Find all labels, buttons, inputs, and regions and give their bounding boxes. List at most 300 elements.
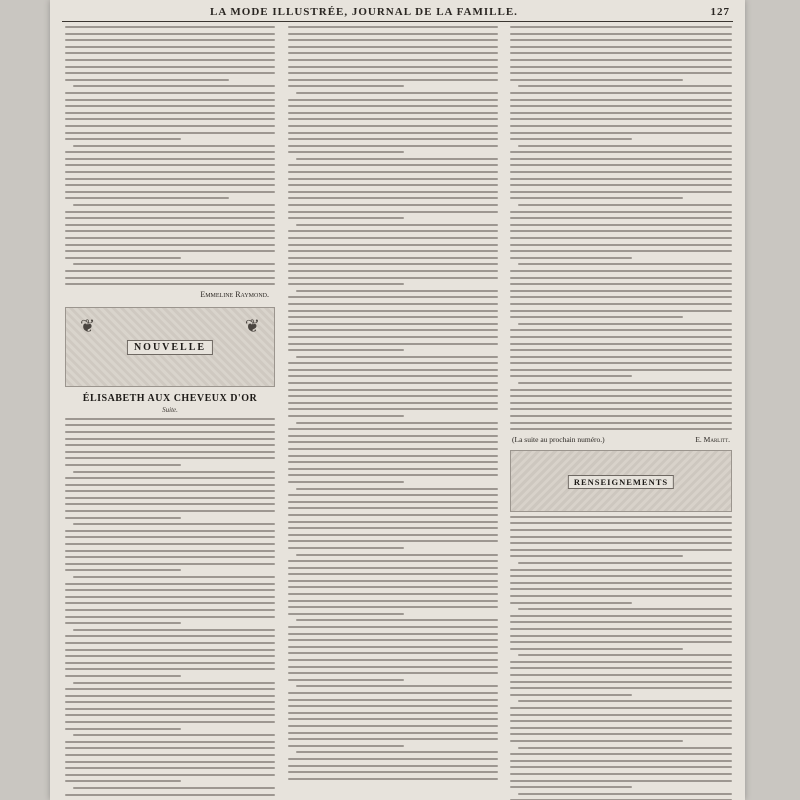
text-line (65, 33, 275, 35)
text-line (510, 79, 683, 81)
text-line (288, 705, 498, 707)
text-line (288, 171, 498, 173)
text-line (65, 609, 275, 611)
text-line (288, 527, 498, 529)
text-line (510, 72, 732, 74)
text-line (510, 740, 683, 742)
text-line (288, 600, 498, 602)
text-line (73, 629, 275, 631)
text-line (65, 728, 181, 730)
text-line (65, 688, 275, 690)
text-line (288, 494, 498, 496)
text-line (510, 569, 732, 571)
text-line (288, 461, 498, 463)
text-line (510, 52, 732, 54)
text-line (288, 112, 498, 114)
text-line (510, 667, 732, 669)
text-line (288, 441, 498, 443)
text-line (518, 747, 732, 749)
text-line (510, 151, 732, 153)
text-line (65, 477, 275, 479)
text-line (288, 745, 404, 747)
text-line (73, 85, 275, 87)
text-line (288, 468, 498, 470)
text-line (296, 356, 498, 358)
text-line (296, 158, 498, 160)
text-line (288, 270, 498, 272)
page-number: 127 (710, 6, 730, 18)
text-line (288, 382, 498, 384)
text-line (288, 59, 498, 61)
text-line (288, 435, 498, 437)
text-line (288, 626, 498, 628)
text-line (510, 171, 732, 173)
text-line (65, 510, 275, 512)
text-line (296, 92, 498, 94)
text-line (288, 283, 404, 285)
text-line (510, 66, 732, 68)
text-line (510, 237, 732, 239)
text-line (288, 33, 498, 35)
text-line (65, 197, 229, 199)
text-line (510, 766, 732, 768)
story-closing (512, 435, 730, 444)
text-line (288, 415, 404, 417)
column-3 (510, 26, 732, 800)
story-text-end (510, 26, 732, 430)
text-line (65, 118, 275, 120)
text-line (65, 431, 275, 433)
text-line (288, 362, 498, 364)
text-line (65, 230, 275, 232)
story-author: E. Marlitt. (695, 434, 730, 444)
text-line (73, 576, 275, 578)
newspaper-page (50, 0, 745, 800)
text-line (510, 615, 732, 617)
text-line (73, 204, 275, 206)
text-line (65, 79, 229, 81)
fleuron-icon: ❦ (80, 315, 96, 336)
text-line (65, 668, 275, 670)
text-line (73, 471, 275, 473)
text-line (518, 700, 732, 702)
text-line (65, 457, 275, 459)
text-line (65, 556, 275, 558)
text-line (510, 336, 732, 338)
text-line (510, 39, 732, 41)
text-line (510, 33, 732, 35)
text-line (510, 760, 732, 762)
text-line (510, 786, 632, 788)
text-line (518, 793, 732, 795)
text-line (65, 257, 181, 259)
text-line (288, 718, 498, 720)
text-line (510, 595, 732, 597)
text-line (288, 699, 498, 701)
text-line (288, 395, 498, 397)
text-line (65, 622, 181, 624)
text-line (510, 296, 732, 298)
text-line (65, 589, 275, 591)
text-line (65, 151, 275, 153)
text-line (288, 534, 498, 536)
text-line (65, 191, 275, 193)
text-line (510, 733, 732, 735)
text-line (65, 695, 275, 697)
text-line (510, 602, 632, 604)
text-line (510, 780, 732, 782)
text-line (510, 316, 683, 318)
text-line (510, 356, 732, 358)
text-line (510, 343, 732, 345)
text-line (73, 523, 275, 525)
text-line (510, 588, 732, 590)
text-line (288, 85, 404, 87)
text-line (65, 237, 275, 239)
text-line (65, 438, 275, 440)
text-line (288, 79, 498, 81)
text-line (65, 283, 275, 285)
text-line (510, 290, 732, 292)
text-line (288, 164, 498, 166)
text-line (510, 516, 732, 518)
text-line (510, 197, 683, 199)
text-line (288, 138, 498, 140)
text-line (510, 99, 732, 101)
text-line (510, 158, 732, 160)
article-signature: Emmeline Raymond. (200, 289, 269, 299)
text-line (288, 725, 498, 727)
text-line (288, 211, 498, 213)
text-line (288, 586, 498, 588)
text-line (288, 778, 498, 780)
text-line (65, 59, 275, 61)
story-title: ÉLISABETH AUX CHEVEUX D'OR (82, 392, 258, 404)
text-line (510, 26, 732, 28)
text-line (288, 692, 498, 694)
text-line (65, 66, 275, 68)
text-line (65, 52, 275, 54)
text-line (510, 621, 732, 623)
text-line (288, 39, 498, 41)
article-text-top (65, 26, 275, 285)
text-line (288, 507, 498, 509)
text-line (288, 771, 498, 773)
text-line (65, 46, 275, 48)
text-line (65, 451, 275, 453)
text-line (288, 343, 498, 345)
text-line (65, 484, 275, 486)
text-line (510, 402, 732, 404)
text-line (288, 540, 498, 542)
text-line (510, 635, 732, 637)
text-line (288, 244, 498, 246)
text-line (288, 474, 498, 476)
text-line (510, 415, 732, 417)
text-line (65, 543, 275, 545)
text-line (65, 464, 181, 466)
text-line (288, 593, 498, 595)
text-line (510, 138, 632, 140)
text-line (288, 46, 498, 48)
text-line (65, 244, 275, 246)
text-line (65, 132, 275, 134)
text-line (518, 608, 732, 610)
text-line (65, 714, 275, 716)
text-line (510, 191, 732, 193)
text-line (65, 138, 181, 140)
text-line (65, 530, 275, 532)
text-line (296, 619, 498, 621)
text-line (288, 448, 498, 450)
text-line (65, 635, 275, 637)
text-line (510, 224, 732, 226)
text-line (288, 666, 498, 668)
text-line (510, 118, 732, 120)
text-line (65, 569, 181, 571)
text-line (288, 547, 404, 549)
text-line (510, 661, 732, 663)
text-line (288, 501, 498, 503)
text-line (288, 567, 498, 569)
text-line (288, 329, 498, 331)
journal-title: LA MODE ILLUSTRÉE, JOURNAL DE LA FAMILLE. (210, 6, 518, 18)
text-line (65, 26, 275, 28)
text-line (510, 575, 732, 577)
text-line (288, 712, 498, 714)
text-line (288, 316, 498, 318)
text-line (65, 536, 275, 538)
section-label: RENSEIGNEMENTS (568, 475, 674, 489)
text-line (510, 164, 732, 166)
text-line (288, 151, 404, 153)
story-subtitle: Suite. (162, 405, 178, 414)
text-line (288, 455, 498, 457)
text-line (288, 105, 498, 107)
text-line (288, 646, 498, 648)
text-line (518, 145, 732, 147)
text-line (288, 481, 404, 483)
text-line (288, 72, 498, 74)
text-line (510, 105, 732, 107)
text-line (510, 641, 732, 643)
banner-label: NOUVELLE (127, 340, 213, 355)
text-line (288, 204, 498, 206)
text-line (510, 329, 732, 331)
text-line (518, 204, 732, 206)
text-line (510, 211, 732, 213)
text-line (288, 303, 498, 305)
text-line (288, 191, 498, 193)
renseignements-text (510, 516, 732, 800)
text-line (65, 767, 275, 769)
text-line (510, 428, 732, 430)
text-line (65, 774, 275, 776)
text-line (296, 290, 498, 292)
text-line (288, 52, 498, 54)
text-line (288, 732, 498, 734)
text-line (288, 389, 498, 391)
text-line (65, 721, 275, 723)
text-line (65, 39, 275, 41)
text-line (510, 582, 732, 584)
text-line (65, 747, 275, 749)
text-line (65, 72, 275, 74)
text-line (288, 145, 498, 147)
text-line (288, 118, 498, 120)
text-line (296, 488, 498, 490)
text-line (510, 217, 732, 219)
text-line (288, 521, 498, 523)
text-line (73, 682, 275, 684)
text-line (288, 408, 498, 410)
text-line (510, 529, 732, 531)
text-line (510, 250, 732, 252)
text-line (288, 580, 498, 582)
text-line (288, 679, 404, 681)
text-line (288, 738, 498, 740)
text-line (288, 296, 498, 298)
text-line (510, 408, 732, 410)
text-line (510, 648, 683, 650)
text-line (510, 244, 732, 246)
text-line (65, 418, 275, 420)
text-line (296, 685, 498, 687)
text-line (65, 105, 275, 107)
text-line (65, 701, 275, 703)
text-line (518, 654, 732, 656)
text-line (65, 642, 275, 644)
text-line (288, 230, 498, 232)
text-line (65, 794, 275, 796)
text-line (288, 613, 404, 615)
text-line (288, 349, 404, 351)
text-line (65, 112, 275, 114)
text-line (288, 402, 498, 404)
text-line (65, 497, 275, 499)
text-line (510, 310, 732, 312)
text-line (73, 263, 275, 265)
text-line (288, 375, 498, 377)
text-line (65, 99, 275, 101)
text-line (65, 178, 275, 180)
text-line (288, 257, 498, 259)
text-line (65, 649, 275, 651)
text-line (510, 549, 732, 551)
text-line (288, 428, 498, 430)
text-line (510, 773, 732, 775)
text-line (73, 734, 275, 736)
text-line (518, 382, 732, 384)
fleuron-icon: ❦ (244, 315, 260, 336)
text-line (65, 550, 275, 552)
text-line (65, 270, 275, 272)
text-line (288, 672, 498, 674)
text-line (65, 741, 275, 743)
text-line (65, 424, 275, 426)
text-line (510, 681, 732, 683)
text-line (510, 687, 732, 689)
text-line (288, 310, 498, 312)
text-line (65, 662, 275, 664)
text-line (510, 59, 732, 61)
text-line (288, 263, 498, 265)
text-line (510, 522, 732, 524)
text-line (288, 197, 498, 199)
text-line (288, 514, 498, 516)
text-line (288, 633, 498, 635)
text-line (288, 652, 498, 654)
text-line (288, 606, 498, 608)
text-line (510, 178, 732, 180)
text-line (296, 422, 498, 424)
text-line (65, 503, 275, 505)
text-line (510, 389, 732, 391)
text-line (288, 659, 498, 661)
text-line (65, 184, 275, 186)
text-line (65, 583, 275, 585)
text-line (510, 270, 732, 272)
text-line (510, 753, 732, 755)
text-line (518, 85, 732, 87)
continued-note: (La suite au prochain numéro.) (512, 434, 605, 444)
text-line (65, 616, 275, 618)
text-line (296, 554, 498, 556)
text-line (510, 720, 732, 722)
text-line (65, 277, 275, 279)
text-line (65, 217, 275, 219)
text-line (518, 263, 732, 265)
nouvelle-banner (65, 307, 275, 387)
text-line (510, 46, 732, 48)
text-line (65, 517, 181, 519)
text-line (510, 184, 732, 186)
text-line (510, 362, 732, 364)
text-line (288, 132, 498, 134)
text-line (65, 171, 275, 173)
text-line (510, 277, 732, 279)
text-line (510, 536, 732, 538)
text-line (65, 675, 181, 677)
text-line (65, 211, 275, 213)
text-line (510, 283, 732, 285)
text-line (510, 714, 732, 716)
text-line (73, 787, 275, 789)
text-line (65, 164, 275, 166)
text-line (288, 66, 498, 68)
text-line (296, 224, 498, 226)
text-line (288, 250, 498, 252)
text-line (288, 178, 498, 180)
text-line (65, 563, 275, 565)
text-line (65, 92, 275, 94)
text-line (288, 639, 498, 641)
text-line (510, 694, 632, 696)
text-line (288, 26, 498, 28)
text-line (65, 158, 275, 160)
text-line (510, 542, 732, 544)
text-line (65, 490, 275, 492)
text-line (65, 250, 275, 252)
text-line (510, 369, 732, 371)
column-1 (65, 26, 275, 800)
text-line (510, 707, 732, 709)
text-line (288, 765, 498, 767)
story-text-continued (288, 26, 498, 780)
text-line (510, 349, 732, 351)
text-line (288, 323, 498, 325)
text-line (288, 369, 498, 371)
